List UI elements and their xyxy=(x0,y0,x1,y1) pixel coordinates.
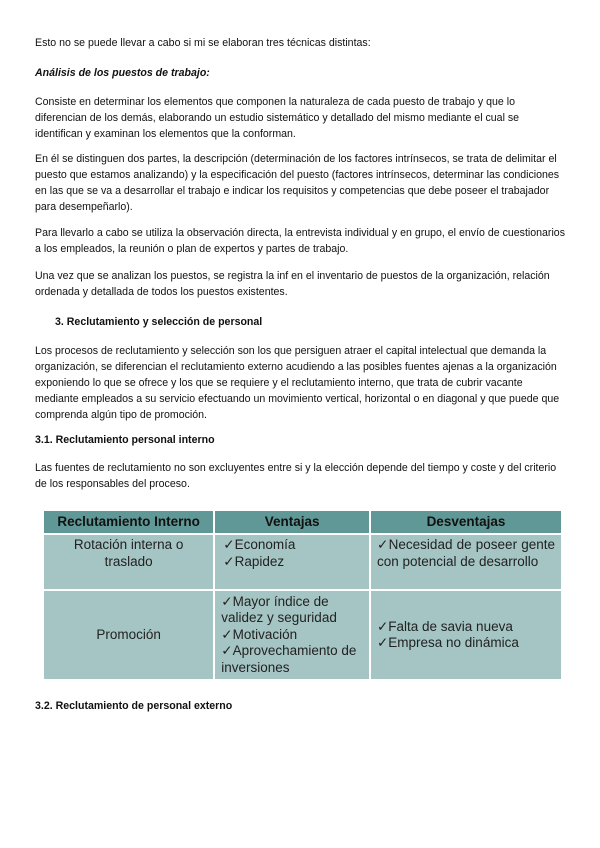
list-item: ✓ Necesidad de poseer gente con potencial de desarrollo xyxy=(377,537,555,570)
type-cell: Rotación interna o traslado xyxy=(43,534,214,590)
ventajas-cell xyxy=(214,590,370,680)
table-header-row xyxy=(43,510,562,534)
heading-3-1: 3.1. Reclutamiento personal interno xyxy=(35,434,215,446)
list-item: ✓ Economía xyxy=(223,537,363,554)
table-row xyxy=(43,534,562,590)
heading-analisis: Análisis de los puestos de trabajo: xyxy=(35,67,210,79)
header-cell: Ventajas xyxy=(214,510,370,534)
paragraph: Los procesos de reclutamiento y selección son los que persiguen atraer el capital intelectual que demanda la organización, se diferencian el reclutamiento externo acudiendo a las posibles fuentes ajenas a la organización exponiendo lo que se ofrece y los que se requiere y el reclutamiento interno, que trata de cubrir vacante mediante empleados a su servicio efectuando un movimiento vertical, horizontal o en diagonal y que puede que comprenda algún tipo de promoción. xyxy=(35,345,560,421)
header-cell: Reclutamiento Interno xyxy=(43,510,214,534)
intro-text: Esto no se puede llevar a cabo si mi se elaboran tres técnicas distintas: xyxy=(35,37,371,49)
list-item: ✓ Motivación xyxy=(221,627,363,644)
list-item: ✓ Falta de savia nueva xyxy=(377,619,555,636)
paragraph: En él se distinguen dos partes, la descripción (determinación de los factores intrínsecos, se trata de delimitar el puesto que estamos analizando) y la especificación del puesto (factores intrínsecos, determinar las condiciones en las que se va a desarrollar el trabajo e indicar los requisitos y competencias que debe poseer el trabajador para desempeñarlo). xyxy=(35,153,560,213)
heading-3: 3. Reclutamiento y selección de personal xyxy=(55,316,263,328)
desventajas-cell xyxy=(370,590,562,680)
paragraph: Las fuentes de reclutamiento no son excluyentes entre si y la elección depende del tiempo y coste y del criterio de los responsables del proceso. xyxy=(35,462,557,490)
header-cell: Desventajas xyxy=(370,510,562,534)
list-item: ✓ Aprovechamiento de inversiones xyxy=(221,643,363,676)
desventajas-cell xyxy=(370,534,562,590)
paragraph: Para llevarlo a cabo se utiliza la observación directa, la entrevista individual y en grupo, el envío de cuestionarios a los empleados, la reunión o plan de expertos y partes de trabajo. xyxy=(35,227,565,255)
table-row xyxy=(43,590,562,680)
recruitment-table xyxy=(42,509,563,681)
paragraph: Una vez que se analizan los puestos, se registra la inf en el inventario de puestos de la organización, relación ordenada y detallada de todos los puestos existentes. xyxy=(35,270,550,298)
list-item: ✓ Mayor índice de validez y seguridad xyxy=(221,594,363,627)
list-item: ✓ Rapidez xyxy=(223,554,363,571)
list-item: ✓ Empresa no dinámica xyxy=(377,635,555,652)
ventajas-cell xyxy=(214,534,370,590)
type-cell: Promoción xyxy=(43,590,214,680)
paragraph: Consiste en determinar los elementos que componen la naturaleza de cada puesto de trabajo y que lo diferencian de los demás, elaborando un estudio sistemático y detallado del mismo mediante el cual se identifican y examinan los elementos que la conforman. xyxy=(35,96,520,140)
heading-3-2: 3.2. Reclutamiento de personal externo xyxy=(35,700,233,712)
